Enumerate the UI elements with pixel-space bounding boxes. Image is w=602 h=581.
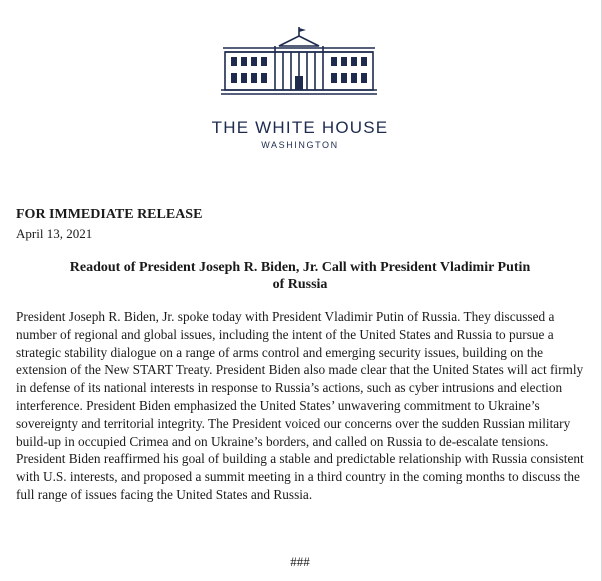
white-house-subtitle: WASHINGTON [261, 140, 339, 150]
white-house-title: THE WHITE HOUSE [211, 118, 389, 137]
end-mark: ### [290, 554, 310, 569]
body-paragraph: President Joseph R. Biden, Jr. spoke today with President Vladimir Putin of Russia. They discussed a number of regional and global issues, including the intent of the United States and Russia to pursue a strategic stability dialogue on a range of arms control and emerging security issues, building on the extension of the New START Treaty. President Biden also made clear that the United States will act firmly in defense of its national interests in response to Russia’s actions, such as cyber intrusions and election interference. President Biden emphasized the United States’ unwavering commitment to Ukraine’s sovereignty and territorial integrity. The President voiced our concerns over the sudden Russian military build-up in occupied Crimea and on Ukraine’s borders, and called on Russia to de-escalate tensions. President Biden reaffirmed his goal of building a stable and predictable relationship with Russia consistent with U.S. interests, and proposed a summit meeting in a third country in the coming months to discuss the full range of issues facing the United States and Russia. [16, 309, 584, 502]
release-date: April 13, 2021 [16, 226, 93, 241]
release-label: FOR IMMEDIATE RELEASE [16, 207, 203, 222]
headline-line-1: Readout of President Joseph R. Biden, Jr. Call with President Vladimir Putin [69, 260, 531, 275]
press-headline [0, 259, 600, 293]
white-house-building-icon [221, 26, 377, 96]
headline-line-2: of Russia [272, 277, 328, 292]
